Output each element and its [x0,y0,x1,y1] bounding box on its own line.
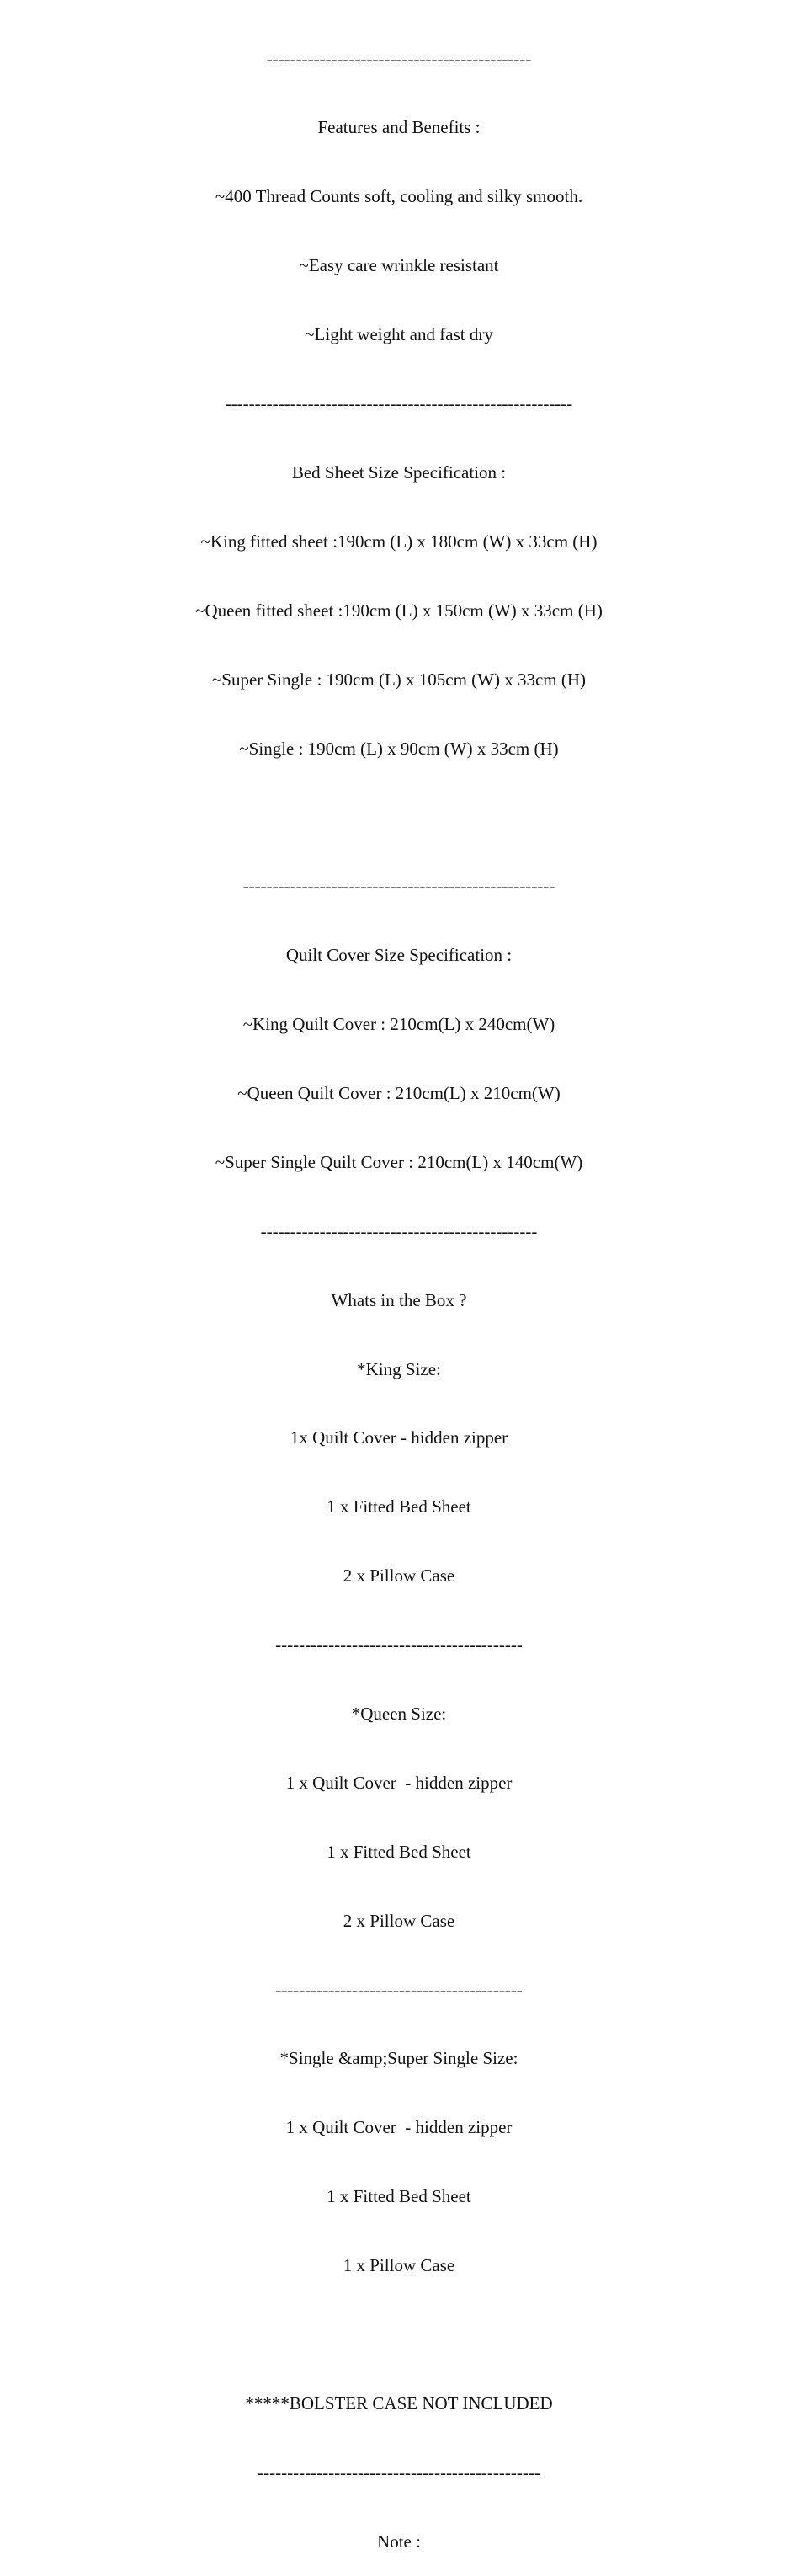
divider-line: ----------------------------------------------------------- [225,393,573,414]
divider-line: --------------------------------------------- [266,48,532,69]
bolster-notice: *****BOLSTER CASE NOT INCLUDED [245,2392,553,2413]
blank-line [0,2323,798,2346]
bed-sheet-spec: ~Queen fitted sheet :190cm (L) x 150cm (W) x 33cm (H) [195,600,603,621]
quilt-cover-spec: ~Queen Quilt Cover : 210cm(L) x 210cm(W) [237,1082,561,1103]
note-heading: Note : [377,2531,421,2552]
bed-sheet-spec: ~King fitted sheet :190cm (L) x 180cm (W) x 33cm (H) [200,531,598,552]
queen-size-heading: *Queen Size: [351,1703,447,1724]
divider-line: ------------------------------------------ [275,1979,523,2000]
quilt-cover-spec: ~Super Single Quilt Cover : 210cm(L) x 140cm(W) [215,1151,583,1172]
box-item: 2 x Pillow Case [343,1565,455,1587]
box-item: 1 x Quilt Cover - hidden zipper [285,2117,513,2138]
bed-sheet-spec: ~Super Single : 190cm (L) x 105cm (W) x 33cm (H) [211,669,587,690]
king-size-heading: *King Size: [357,1358,441,1379]
divider-line: ----------------------------------------------------- [242,876,556,897]
single-size-heading: *Single &amp;Super Single Size: [279,2048,518,2069]
box-item: 1 x Pillow Case [343,2255,455,2276]
product-description [0,2,798,2576]
blank-line [0,806,798,829]
feature-item: ~Light weight and fast dry [305,324,493,345]
box-item: 2 x Pillow Case [343,1910,455,1931]
divider-line: ------------------------------------------------ [258,2461,540,2483]
feature-item: ~Easy care wrinkle resistant [299,255,499,276]
feature-item: ~400 Thread Counts soft, cooling and silky smooth. [215,186,583,207]
box-item: 1 x Fitted Bed Sheet [327,2186,471,2207]
bed-sheet-spec: ~Single : 190cm (L) x 90cm (W) x 33cm (H) [239,738,559,759]
quilt-cover-heading: Quilt Cover Size Specification : [285,945,513,966]
divider-line: ------------------------------------------ [275,1635,523,1656]
box-item: 1 x Quilt Cover - hidden zipper [285,1772,513,1793]
divider-line: ----------------------------------------------- [260,1220,538,1241]
bed-sheet-heading: Bed Sheet Size Specification : [291,461,507,483]
quilt-cover-spec: ~King Quilt Cover : 210cm(L) x 240cm(W) [242,1014,556,1035]
box-contents-heading: Whats in the Box ? [331,1289,467,1310]
box-item: 1 x Fitted Bed Sheet [327,1841,471,1862]
box-item: 1x Quilt Cover - hidden zipper [290,1427,508,1448]
box-item: 1 x Fitted Bed Sheet [327,1496,471,1517]
features-heading: Features and Benefits : [317,117,481,138]
